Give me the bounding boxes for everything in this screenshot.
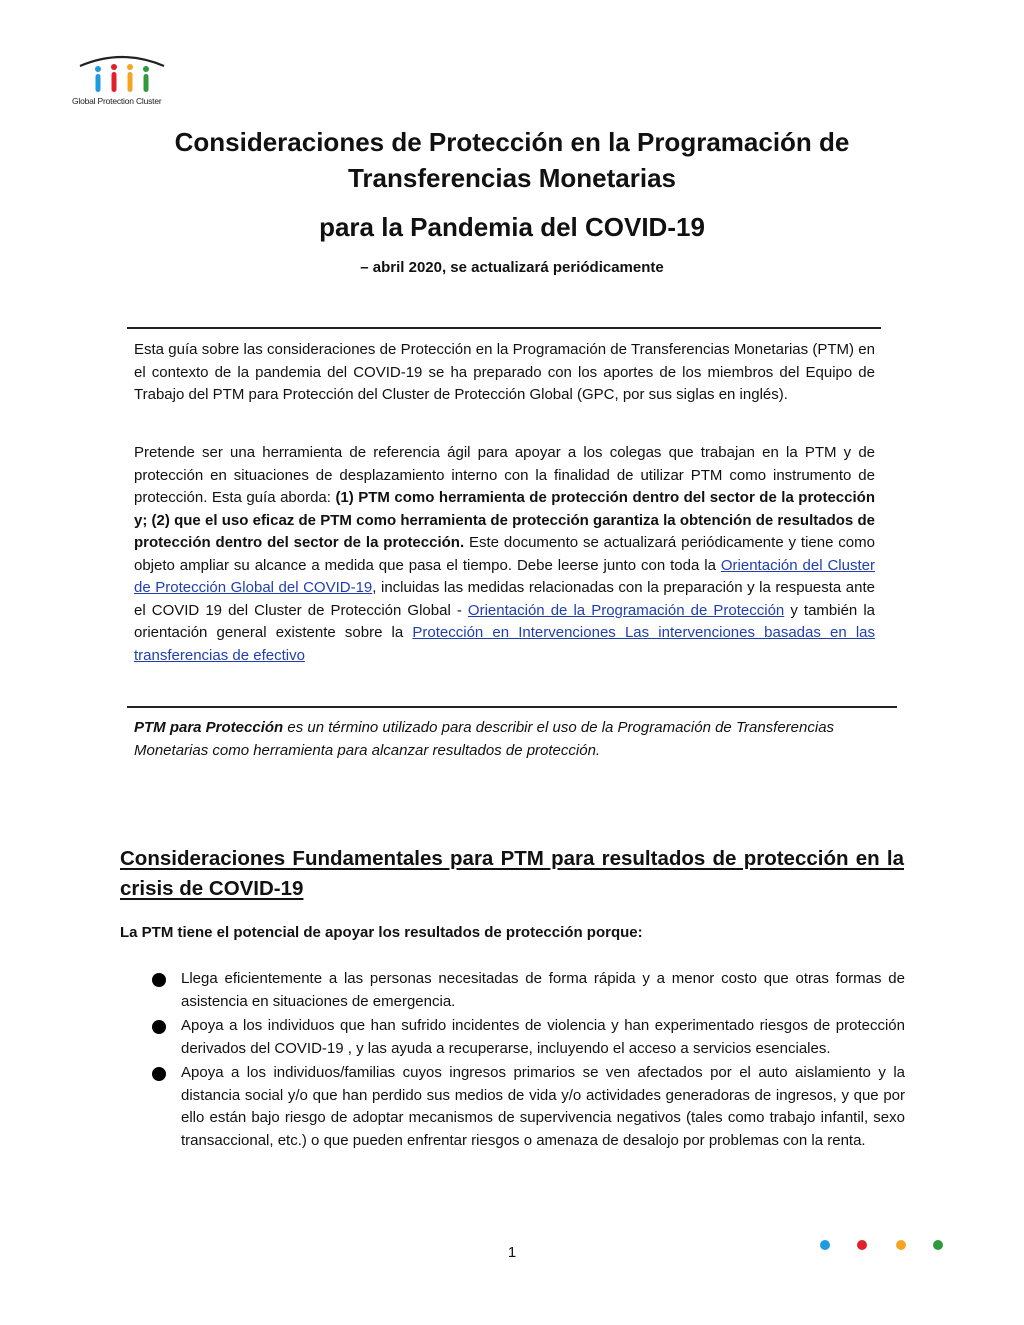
intro-p2-bold: (1) PTM como herramienta de protección dentro del sector de la protección y; (2) que el uso eficaz de PTM como herramienta de protección garantiza la obtención de resultados de protección dentro del sector de la protección. (134, 489, 875, 551)
logo-figures-icon (72, 52, 172, 96)
box-divider-rule (127, 706, 897, 708)
title-line-2: Transferencias Monetarias (347, 163, 677, 193)
section-heading-text: Consideraciones Fundamentales para PTM para resultados de protección en la crisis de COVID-19 (120, 847, 904, 900)
page-number: 1 (507, 1244, 517, 1261)
key-considerations-list (150, 968, 905, 1154)
footer-color-dots (818, 1240, 948, 1254)
document-subtitle: para la Pandemia del COVID-19 (319, 212, 705, 242)
section-heading (120, 844, 904, 904)
note-term: PTM para Protección (134, 719, 284, 736)
list-item-text: Llega eficientemente a las personas necesitadas de forma rápida y a menor costo que otras formas de asistencia en situaciones de emergencia. (181, 970, 905, 1010)
bullet-dot-icon (152, 1020, 166, 1034)
list-item (150, 1015, 905, 1060)
title-line-1: Consideraciones de Protección en la Programación de (174, 127, 850, 157)
list-item-text: Apoya a los individuos que han sufrido incidentes de violencia y han experimentado riesgos de protección derivados del COVID-19 , y las ayuda a recuperarse, incluyendo el acceso a servicios esenciales. (181, 1017, 905, 1057)
link-cash-based-interventions-protection[interactable]: Protección en Intervenciones Las intervenciones basadas en las transferencias de efectivo (134, 624, 875, 664)
box-top-rule (127, 327, 881, 329)
intro-paragraph-1: Esta guía sobre las consideraciones de Protección en la Programación de Transferencias Monetarias (PTM) en el contexto de la pandemia del COVID-19 se ha preparado con los aportes de los miembros del Equipo de Trabajo del PTM para Protección del Cluster de Protección Global (GPC, por sus siglas en inglés). (134, 341, 875, 403)
intro-p2-text-c: , incluidas las medidas relacionadas con la preparación y la respuesta ante el COVID 19 del Cluster de Protección Global - (134, 579, 875, 619)
bullet-dot-icon (152, 973, 166, 987)
footer-dot-yellow-icon (896, 1240, 906, 1250)
footer-dot-green-icon (933, 1240, 943, 1250)
footer-dot-blue-icon (820, 1240, 830, 1250)
global-protection-cluster-logo (72, 52, 172, 110)
list-item (150, 968, 905, 1013)
link-gpc-covid-guidance[interactable]: Orientación del Cluster de Protección Global del COVID-19 (134, 556, 875, 596)
document-title (120, 124, 904, 196)
ptm-definition-note (134, 717, 875, 762)
logo-text: Global Protection Cluster (72, 96, 162, 106)
intro-p2-text-b: Este documento se actualizará periódicamente y tiene como objeto ampliar su alcance a medida que pasa el tiempo. Debe leerse junto con toda la (134, 534, 875, 574)
bullet-dot-icon (152, 1067, 166, 1081)
intro-paragraph-2 (134, 442, 875, 667)
intro-p2-text-a: Pretende ser una herramienta de referencia ágil para apoyar a los colegas que trabajan en la PTM y de protección en situaciones de desplazamiento interno con la finalidad de utilizar PTM como instrumento de protección. Esta guía aborda: (134, 444, 875, 506)
note-text: es un término utilizado para describir el uso de la Programación de Transferencias Monetarias como herramienta para alcanzar resultados de protección. (134, 719, 835, 759)
list-item (150, 1062, 905, 1152)
intro-p2-text-d: y también la orientación general existente sobre la (134, 601, 876, 641)
footer-dot-red-icon (857, 1240, 867, 1250)
link-protection-programming-guidance[interactable]: Orientación de la Programación de Protección (467, 601, 785, 619)
list-item-text: Apoya a los individuos/familias cuyos ingresos primarios se ven afectados por el auto aislamiento y la distancia social y/o que han perdido sus medios de vida y/o actividades generadoras de ingresos, y que por ello están bajo riesgo de adoptar mecanismos de supervivencia negativos (tales como trabajo infantil, sexo transaccional, etc.) o que pueden enfrentar riesgos o amenaza de desalojo por problemas con la renta. (181, 1064, 905, 1149)
document-date-line: – abril 2020, se actualizará periódicamente (360, 259, 664, 276)
section-lead: La PTM tiene el potencial de apoyar los resultados de protección porque: (120, 924, 643, 941)
